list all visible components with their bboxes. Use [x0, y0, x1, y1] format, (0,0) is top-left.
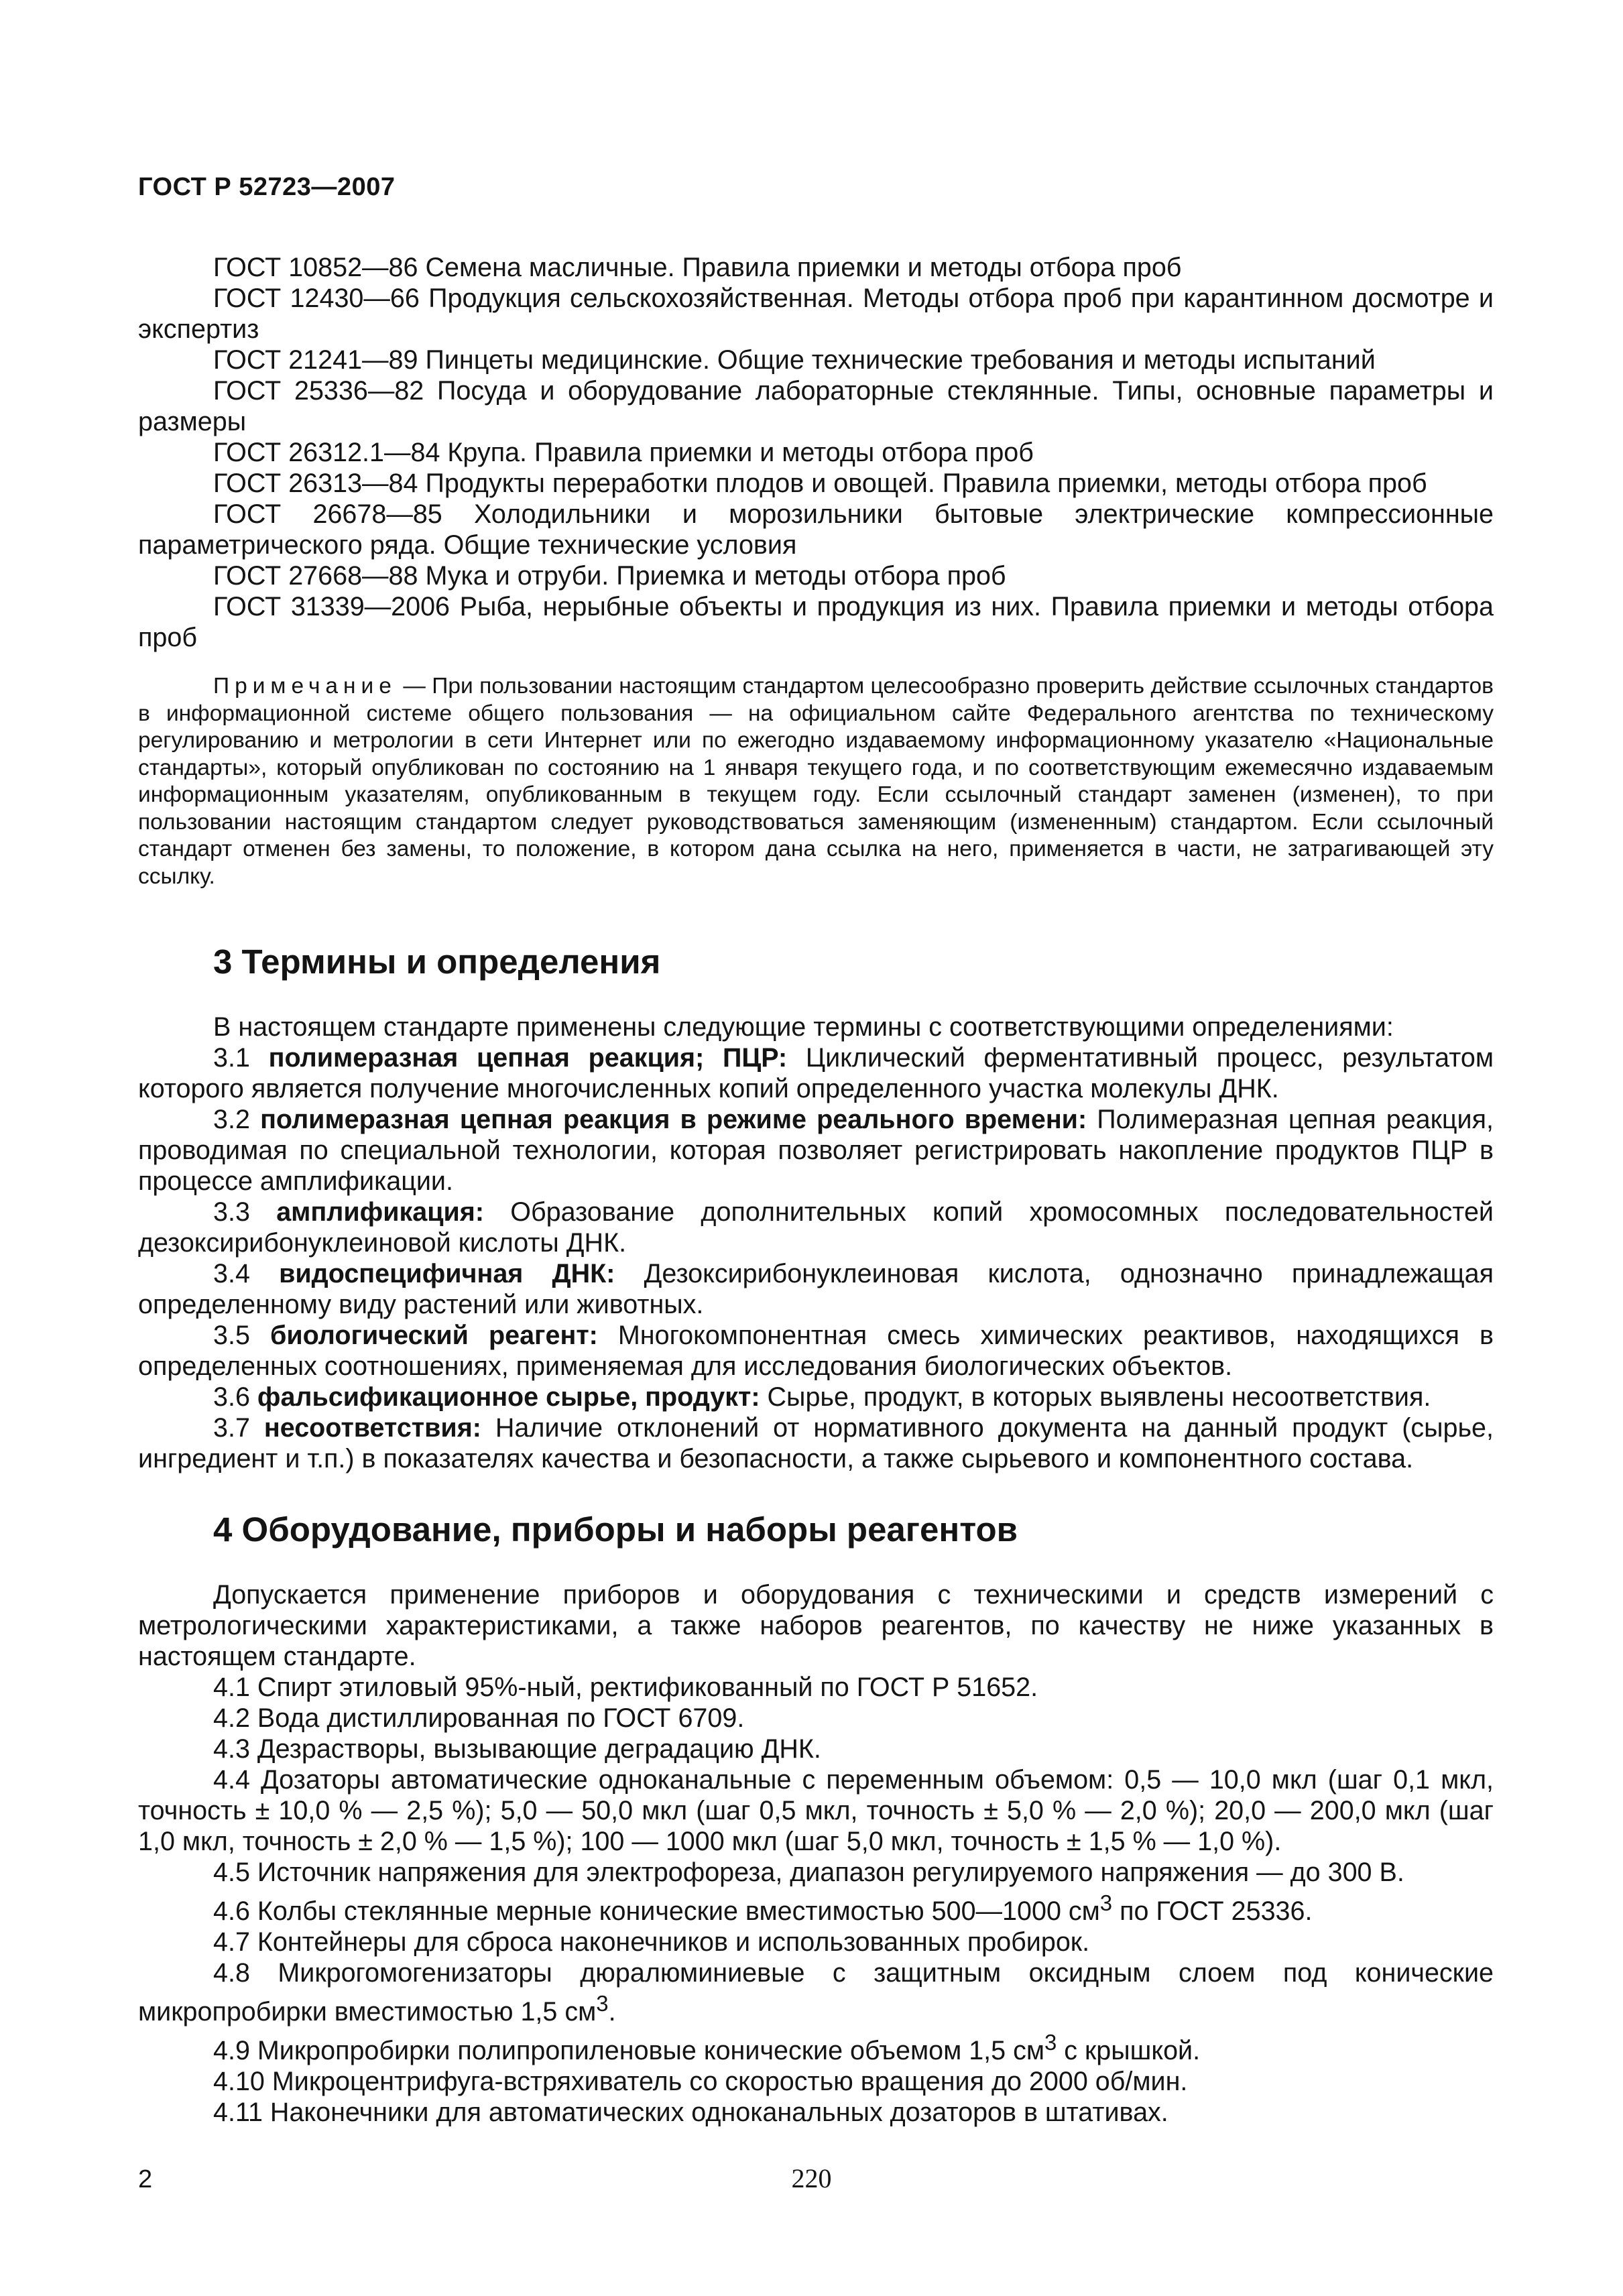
- term-definition: Сырье, продукт, в которых выявлены несоответствия.: [767, 1382, 1431, 1412]
- equipment-item: [138, 2027, 1494, 2066]
- term-number: 3.4: [213, 1259, 250, 1288]
- note-text: — При пользовании настоящим стандартом целесообразно проверить действие ссылочных стандартов в информационной системе общего пользования — на официальном сайте Федерального агентства по техническому регулированию и метрологии в сети Интернет или по ежегодно издаваемому информационному указателю «Национальные стандарты», который опубликован по состоянию на 1 января текущего года, и по соответствующим ежемесячно издаваемым информационным указателям, опубликованным в текущем году. Если ссылочный стандарт заменен (изменен), то при пользовании настоящим стандартом следует руководствоваться заменяющим (измененным) стандартом. Если ссылочный стандарт отменен без замены, то положение, в котором дана ссылка на него, применяется в части, не затрагивающей эту ссылку.: [138, 674, 1494, 889]
- reference-item: ГОСТ 25336—82 Посуда и оборудование лабораторные стеклянные. Типы, основные параметры и размеры: [138, 376, 1494, 436]
- term-definition: Образование дополнительных копий хромосомных последовательностей дезоксирибонуклеиновой кислоты ДНК.: [138, 1197, 1494, 1258]
- term-definition: Наличие отклонений от нормативного документа на данный продукт (сырье, ингредиент и т.п.) в показателях качества и безопасности, а также сырьевого и компонентного состава.: [138, 1413, 1494, 1473]
- term-name: полимеразная цепная реакция в режиме реального времени:: [260, 1105, 1087, 1134]
- item-superscript: 3: [596, 1991, 609, 2016]
- term-name: биологический реагент:: [269, 1321, 598, 1350]
- item-text: 4.9 Микропробирки полипропиленовые конические объемом 1,5 см: [213, 2036, 1045, 2066]
- item-text: .: [608, 1997, 616, 2027]
- term-definition: Циклический ферментативный процесс, результатом которого является получение многочисленных копий определенного участка молекулы ДНК.: [138, 1043, 1494, 1103]
- item-text: 4.6 Колбы стеклянные мерные конические вместимостью 500—1000 см: [213, 1896, 1100, 1927]
- term-number: 3.5: [213, 1321, 250, 1350]
- standard-header: ГОСТ Р 52723—2007: [138, 173, 396, 201]
- item-superscript: 3: [1099, 1890, 1113, 1915]
- equipment-item: 4.11 Наконечники для автоматических одноканальных дозаторов в штативах.: [213, 2098, 1168, 2128]
- reference-item: ГОСТ 27668—88 Мука и отруби. Приемка и методы отбора проб: [213, 561, 1006, 591]
- item-text: с крышкой.: [1057, 2036, 1201, 2066]
- term-name: несоответствия:: [263, 1413, 481, 1443]
- term-name: видоспецифичная ДНК:: [279, 1259, 615, 1288]
- section-3-title: 3 Термины и определения: [213, 943, 661, 981]
- term-number: 3.6: [213, 1382, 250, 1412]
- term-definition: Дезоксирибонуклеиновая кислота, однозначно принадлежащая определенному виду растений или животных.: [138, 1259, 1494, 1319]
- equipment-item: 4.5 Источник напряжения для электрофореза, диапазон регулируемого напряжения — до 300 В.: [213, 1858, 1404, 1887]
- term-3-1: [138, 1042, 1494, 1104]
- reference-item: ГОСТ 26313—84 Продукты переработки плодов и овощей. Правила приемки, методы отбора проб: [213, 469, 1427, 498]
- equipment-item: 4.7 Контейнеры для сброса наконечников и использованных пробирок.: [213, 1927, 1090, 1957]
- equipment-item: 4.1 Спирт этиловый 95%-ный, ректификованный по ГОСТ Р 51652.: [213, 1673, 1038, 1702]
- reference-item: ГОСТ 26678—85 Холодильники и морозильники бытовые электрические компрессионные параметрического ряда. Общие технические условия: [138, 499, 1494, 560]
- item-text: по ГОСТ 25336.: [1112, 1896, 1313, 1927]
- item-text: 4.8 Микрогомогенизаторы дюралюминиевые с защитным оксидным слоем под конические микропробирки вместимостью 1,5 см: [138, 1958, 1494, 2027]
- equipment-item: 4.3 Дезрастворы, вызывающие деградацию ДНК.: [213, 1734, 821, 1764]
- section-4-intro: Допускается применение приборов и оборудования с техническими и средств измерений с метрологическими характеристиками, а также наборов реагентов, по качеству не ниже указанных в настоящем стандарте.: [138, 1580, 1494, 1671]
- reference-item: ГОСТ 21241—89 Пинцеты медицинские. Общие технические требования и методы испытаний: [213, 345, 1376, 375]
- section-4-body: [138, 1579, 1494, 2128]
- term-3-7: [138, 1412, 1494, 1474]
- page-stamp: 220: [791, 2163, 832, 2193]
- equipment-item: 4.2 Вода дистиллированная по ГОСТ 6709.: [213, 1703, 745, 1733]
- term-name: амплификация:: [276, 1197, 484, 1227]
- term-name: фальсификационное сырье, продукт:: [257, 1382, 760, 1412]
- section-4-title: 4 Оборудование, приборы и наборы реагентов: [213, 1510, 1018, 1549]
- reference-item: ГОСТ 12430—66 Продукция сельскохозяйственная. Методы отбора проб при карантинном досмотре и экспертиз: [138, 284, 1494, 344]
- term-number: 3.7: [213, 1413, 250, 1443]
- page-number: 2: [138, 2165, 153, 2193]
- reference-item: ГОСТ 10852—86 Семена масличные. Правила приемки и методы отбора проб: [213, 253, 1182, 282]
- term-definition: Многокомпонентная смесь химических реактивов, находящихся в определенных соотношениях, применяемая для исследования биологических объектов.: [138, 1321, 1494, 1381]
- term-number: 3.1: [213, 1043, 250, 1073]
- equipment-item: 4.10 Микроцентрифуга-встряхиватель со скоростью вращения до 2000 об/мин.: [213, 2067, 1188, 2097]
- term-3-4: [138, 1258, 1494, 1320]
- note-paragraph: [138, 673, 1494, 890]
- note-label: Примечание: [213, 674, 397, 699]
- term-definition: Полимеразная цепная реакция, проводимая по специальной технологии, которая позволяет регистрировать накопление продуктов ПЦР в процессе амплификации.: [138, 1105, 1494, 1196]
- term-number: 3.3: [213, 1197, 250, 1227]
- equipment-item: 4.4 Дозаторы автоматические одноканальные с переменным объемом: 0,5 — 10,0 мкл (шаг 0,1 мкл, точность ± 10,0 % — 2,5 %); 5,0 — 50,0 мкл (шаг 0,5 мкл, точность ± 5,0 % — 2,0 %); 20,0 — 200,0 мкл (шаг 1,0 мкл, точность ± 2,0 % — 1,5 %); 100 — 1000 мкл (шаг 5,0 мкл, точность ± 1,5 % — 1,0 %).: [138, 1765, 1494, 1856]
- section-3-body: [138, 1012, 1494, 1474]
- term-3-3: [138, 1197, 1494, 1258]
- reference-item: ГОСТ 31339—2006 Рыба, нерыбные объекты и продукция из них. Правила приемки и методы отбора проб: [138, 592, 1494, 652]
- equipment-item: [138, 1888, 1494, 1927]
- equipment-item: [138, 1957, 1494, 2027]
- section-3-intro: В настоящем стандарте применены следующие термины с соответствующими определениями:: [213, 1012, 1394, 1042]
- reference-item: ГОСТ 26312.1—84 Крупа. Правила приемки и методы отбора проб: [213, 438, 1034, 467]
- term-3-2: [138, 1104, 1494, 1197]
- term-number: 3.2: [213, 1105, 250, 1134]
- item-superscript: 3: [1044, 2030, 1057, 2055]
- term-name: полимеразная цепная реакция; ПЦР:: [268, 1043, 788, 1073]
- term-3-5: [138, 1320, 1494, 1382]
- term-3-6: [138, 1382, 1494, 1412]
- references-list: [138, 252, 1494, 653]
